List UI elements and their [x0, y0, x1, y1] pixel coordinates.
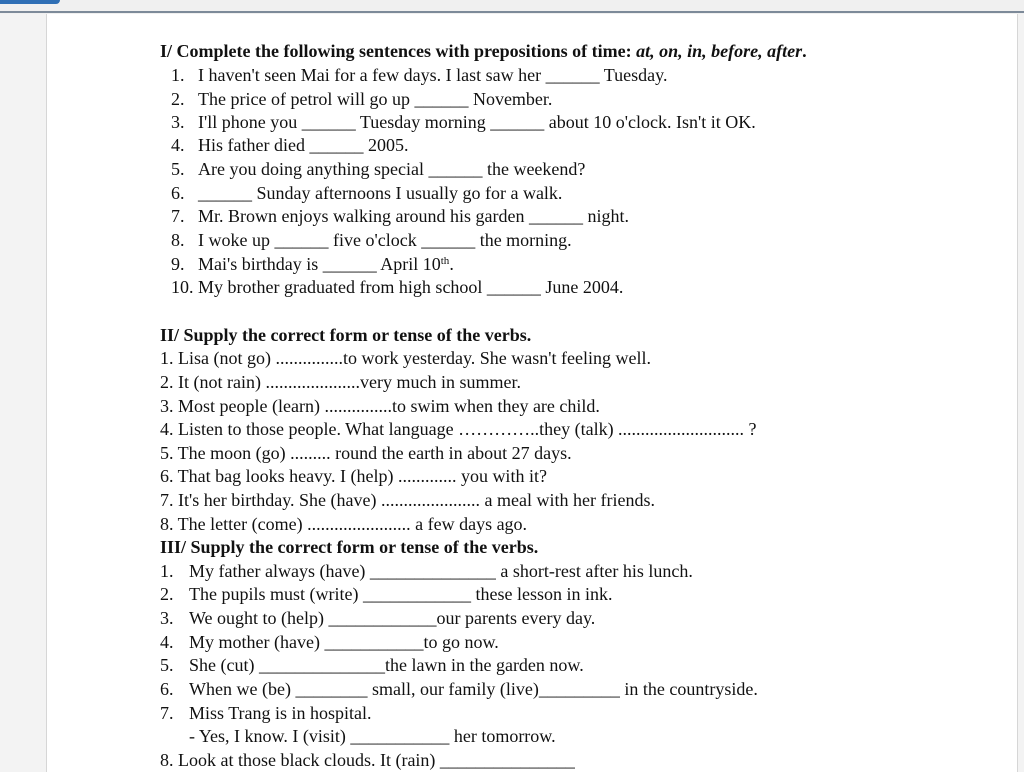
item-number: 9. — [171, 254, 185, 274]
s2-item-6: 6. That bag looks heavy. I (help) ............. you with it? — [160, 466, 547, 486]
s2-item-3: 3. Most people (learn) ...............to swim when they are child. — [160, 396, 600, 416]
item-text: My mother (have) ___________to go now. — [189, 632, 499, 652]
s2-item-4: 4. Listen to those people. What language …………..they (talk) ............................ ? — [160, 419, 757, 439]
s3-item-1 — [160, 561, 693, 581]
item-number: 5. — [171, 159, 185, 179]
item-text: My brother graduated from high school ______ June 2004. — [198, 277, 624, 297]
item-number: 1. — [160, 561, 174, 581]
ordinal-superscript: th — [440, 255, 450, 267]
s1-item-3 — [171, 112, 756, 132]
section1-heading-options: at, on, in, before, after — [636, 41, 803, 61]
item-text: I haven't seen Mai for a few days. I last saw her ______ Tuesday. — [198, 65, 668, 85]
s3-item-7 — [160, 703, 372, 723]
s3-item-6 — [160, 679, 758, 699]
s3-item-4 — [160, 632, 499, 652]
item-number: 4. — [160, 632, 174, 652]
s1-item-10 — [171, 277, 623, 297]
item-number: 10. — [171, 277, 194, 297]
item-number: 7. — [160, 703, 174, 723]
s3-item-7-reply: - Yes, I know. I (visit) ___________ her tomorrow. — [189, 726, 556, 746]
item-number: 2. — [171, 89, 185, 109]
item-text: Mai's birthday is ______ April 10 — [198, 254, 441, 274]
item-number: 4. — [171, 135, 185, 155]
s2-item-5: 5. The moon (go) ......... round the earth in about 27 days. — [160, 443, 572, 463]
item-number: 2. — [160, 584, 174, 604]
item-text: Mr. Brown enjoys walking around his garden ______ night. — [198, 206, 629, 226]
section2-heading: II/ Supply the correct form or tense of the verbs. — [160, 325, 532, 345]
s1-item-5 — [171, 159, 585, 179]
item-text: ______ Sunday afternoons I usually go for a walk. — [198, 183, 563, 203]
s1-item-1 — [171, 65, 667, 85]
s3-item-8: 8. Look at those black clouds. It (rain) _______________ — [160, 750, 575, 770]
s1-item-4 — [171, 135, 408, 155]
item-number: 6. — [160, 679, 174, 699]
item-number: 3. — [160, 608, 174, 628]
item-text: My father always (have) ______________ a short-rest after his lunch. — [189, 561, 693, 581]
s2-item-2: 2. It (not rain) .....................very much in summer. — [160, 372, 521, 392]
item-text: I'll phone you ______ Tuesday morning ______ about 10 o'clock. Isn't it OK. — [198, 112, 756, 132]
item-number: 7. — [171, 206, 185, 226]
item-number: 8. — [171, 230, 185, 250]
s3-item-3 — [160, 608, 595, 628]
item-text-end: . — [449, 254, 454, 274]
s1-item-6 — [171, 183, 562, 203]
item-text: The price of petrol will go up ______ November. — [198, 89, 553, 109]
s1-item-2 — [171, 89, 552, 109]
document-page — [46, 14, 1018, 772]
section1-heading-text: I/ Complete the following sentences with prepositions of time: — [160, 41, 637, 61]
item-number: 3. — [171, 112, 185, 132]
section1-heading — [160, 41, 807, 61]
s2-item-7: 7. It's her birthday. She (have) ...................... a meal with her friends. — [160, 490, 655, 510]
s1-item-9 — [171, 254, 454, 274]
s2-item-1: 1. Lisa (not go) ...............to work yesterday. She wasn't feeling well. — [160, 348, 651, 368]
item-text: When we (be) ________ small, our family (live)_________ in the countryside. — [189, 679, 758, 699]
window-top-bar — [0, 0, 1024, 14]
item-number: 1. — [171, 65, 185, 85]
item-text: Are you doing anything special ______ the weekend? — [198, 159, 586, 179]
item-number: 5. — [160, 655, 174, 675]
item-text: She (cut) ______________the lawn in the garden now. — [189, 655, 584, 675]
item-text: We ought to (help) ____________our parents every day. — [189, 608, 596, 628]
s2-item-8: 8. The letter (come) ....................... a few days ago. — [160, 514, 528, 534]
s3-item-5 — [160, 655, 584, 675]
item-number: 6. — [171, 183, 185, 203]
s1-item-8 — [171, 230, 572, 250]
section3-heading: III/ Supply the correct form or tense of the verbs. — [160, 537, 539, 557]
active-tab-indicator — [0, 0, 60, 4]
top-divider — [0, 11, 1024, 13]
item-text: The pupils must (write) ____________ these lesson in ink. — [189, 584, 613, 604]
s1-item-7 — [171, 206, 629, 226]
item-text: His father died ______ 2005. — [198, 135, 409, 155]
item-text: Miss Trang is in hospital. — [189, 703, 372, 723]
s3-item-2 — [160, 584, 612, 604]
item-text: I woke up ______ five o'clock ______ the morning. — [198, 230, 572, 250]
section1-heading-end: . — [802, 41, 807, 61]
